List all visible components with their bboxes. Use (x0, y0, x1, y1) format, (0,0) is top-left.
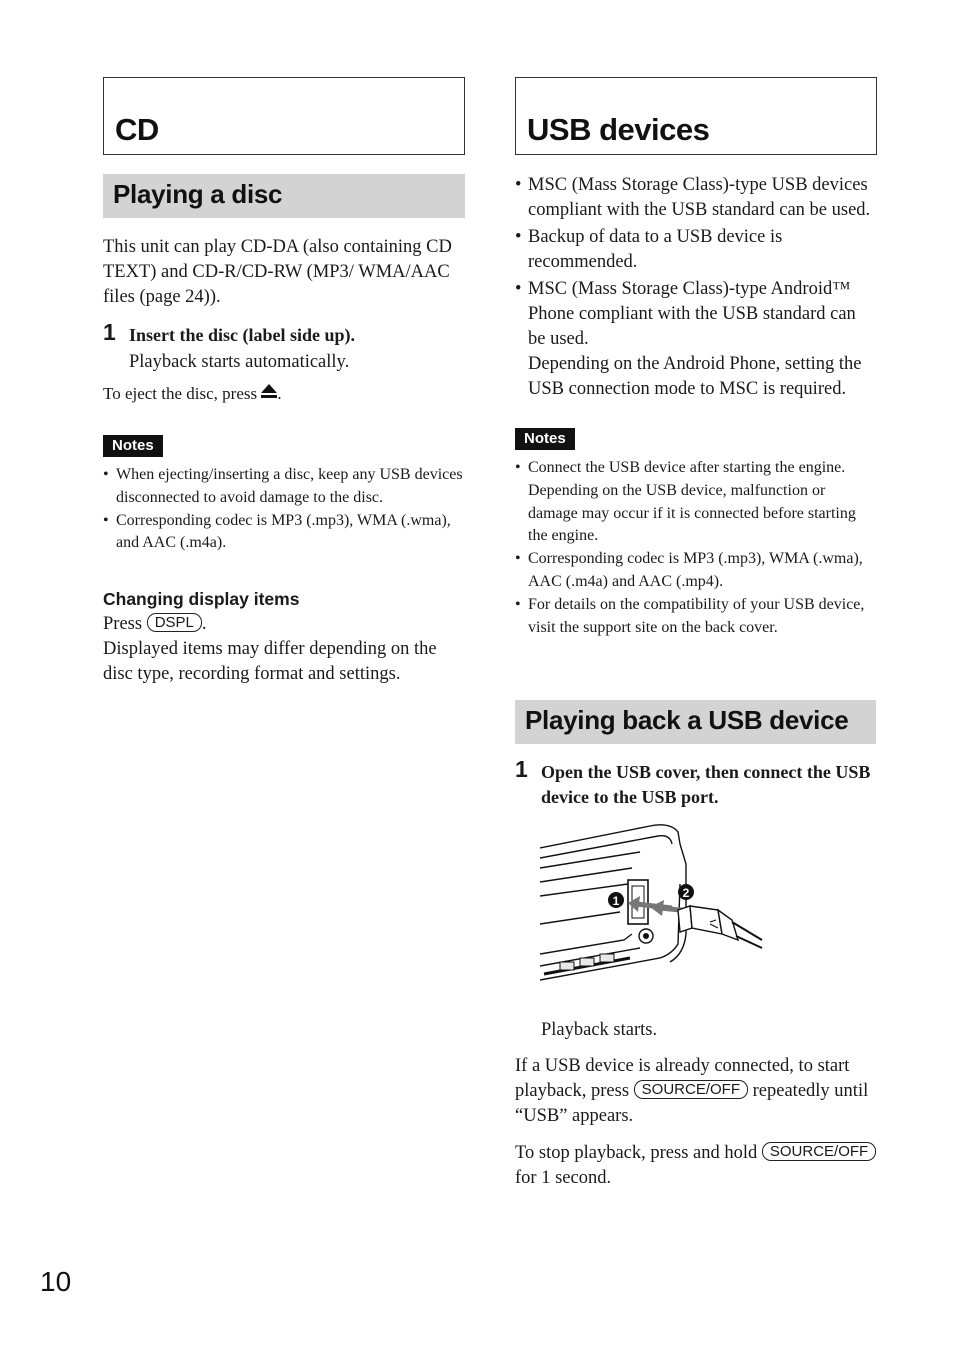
notes-badge: Notes (515, 428, 575, 450)
display-description: Displayed items may differ depending on the disc type, recording format and settings. (103, 639, 437, 685)
eject-paragraph (103, 381, 465, 406)
notes-badge: Notes (103, 435, 163, 457)
marker-1: 1 (612, 894, 620, 909)
eject-text: To eject the disc, press (103, 384, 258, 403)
marker-2: 2 (682, 886, 690, 901)
step-number: 1 (103, 319, 116, 345)
section-title-box-cd (103, 77, 465, 155)
notes-list (515, 457, 877, 639)
stop-text-after: for 1 second. (515, 1168, 612, 1189)
heading-playing-back-usb (515, 700, 876, 744)
section-title-box-usb (515, 77, 877, 155)
step-1 (103, 319, 465, 375)
intro-paragraph: This unit can play CD-DA (also containing CD TEXT) and CD-R/CD-RW (MP3/ WMA/AAC files (page 24)). (103, 237, 452, 307)
source-off-key: SOURCE/OFF (634, 1080, 748, 1099)
bullet-item: • MSC (Mass Storage Class)-type USB devices compliant with the USB standard can be used. (515, 173, 877, 223)
heading-playing-a-disc (103, 174, 465, 218)
source-off-key: SOURCE/OFF (762, 1142, 876, 1161)
already-connected-paragraph (515, 1054, 877, 1129)
stop-playback-paragraph (515, 1141, 877, 1191)
playback-starts: Playback starts. (541, 1020, 658, 1041)
eject-end: . (277, 384, 282, 403)
connected-text-before: If a USB device is already connected, to start playback, press (515, 1056, 850, 1102)
usb-connection-illustration (540, 824, 780, 996)
notes-list (103, 464, 465, 555)
bullet-text: MSC (Mass Storage Class)-type Android™ Phone compliant with the USB standard can be used. (528, 279, 856, 349)
eject-icon (261, 384, 277, 398)
note-item: • For details on the compatibility of your USB device, visit the support site on the back cover. (515, 594, 877, 640)
section-title: CD (115, 112, 159, 147)
press-text: Press (103, 614, 143, 635)
right-column (515, 77, 877, 1191)
press-dspl-line (103, 612, 465, 637)
heading-text: Playing a disc (113, 179, 283, 209)
note-text: Connect the USB device after starting the engine. (528, 459, 846, 476)
changing-display-heading: Changing display items (103, 589, 300, 610)
connected-text-after: repeatedly until “USB” appears. (515, 1081, 869, 1127)
step-1 (515, 756, 877, 810)
usb-bullets (515, 173, 877, 402)
bullet-item: • Backup of data to a USB device is recommended. (515, 225, 877, 275)
note-extra: Depending on the USB device, malfunction or damage may occur if it is connected before starting the engine. (528, 481, 856, 545)
step-text: Playback starts automatically. (129, 352, 350, 372)
dspl-key: DSPL (147, 613, 202, 632)
heading-text: Playing back a USB device (525, 705, 849, 736)
stop-text-before: To stop playback, press and hold (515, 1143, 758, 1164)
section-title: USB devices (527, 112, 710, 147)
note-item: • Corresponding codec is MP3 (.mp3), WMA (.wma), and AAC (.m4a). (103, 510, 465, 556)
step-title: Insert the disc (label side up). (129, 325, 356, 345)
note-item (515, 457, 877, 548)
bullet-extra: Depending on the Android Phone, setting the USB connection mode to MSC is required. (528, 354, 862, 399)
step-number: 1 (515, 756, 528, 783)
page-number: 10 (40, 1266, 72, 1297)
note-item: • Corresponding codec is MP3 (.mp3), WMA (.wma), AAC (.m4a) and AAC (.mp4). (515, 548, 877, 594)
step-title: Open the USB cover, then connect the USB device to the USB port. (541, 762, 871, 808)
press-end: . (201, 614, 207, 635)
left-column (103, 77, 465, 687)
note-item: • When ejecting/inserting a disc, keep any USB devices disconnected to avoid damage to the disc. (103, 464, 465, 510)
bullet-item (515, 277, 877, 402)
